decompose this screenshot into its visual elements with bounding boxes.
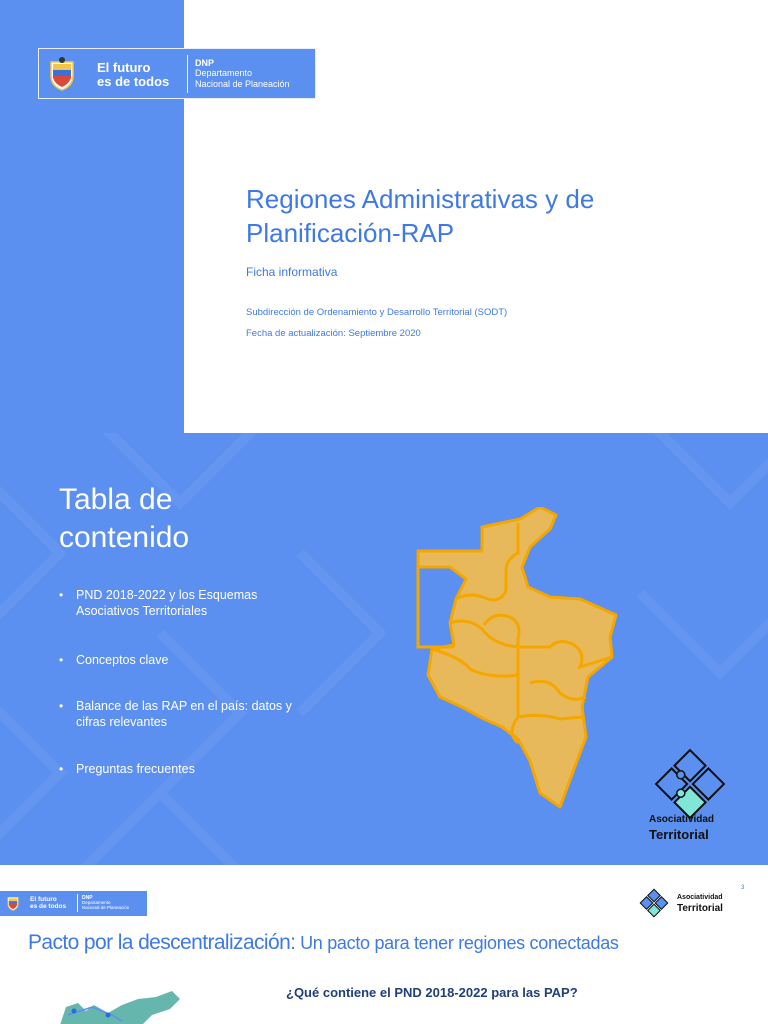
coat-of-arms-icon	[6, 894, 20, 912]
bullet: •	[59, 653, 64, 667]
bullet: •	[59, 588, 64, 602]
toc-item[interactable]	[59, 761, 316, 777]
slide-pacto-descentralizacion	[0, 865, 768, 1024]
logo-slogan: El futuro es de todos	[30, 896, 67, 910]
heading-main: Pacto por la descentralización:	[28, 931, 296, 954]
coat-of-arms-icon	[47, 56, 77, 92]
logo-divider	[187, 55, 188, 93]
toc-item-label: PND 2018-2022 y los Esquemas Asociativos Territoriales	[76, 588, 258, 618]
cover-subtitle: Ficha informativa	[246, 265, 338, 279]
cover-title: Regiones Administrativas y de Planificación-RAP	[246, 184, 595, 248]
logo-dnp-code: DNP	[195, 58, 215, 68]
government-logo-small	[0, 891, 147, 916]
toc-title: Tabla de contenido	[59, 483, 190, 554]
pnd-question: ¿Qué contiene el PND 2018-2022 para las PAP?	[286, 985, 578, 1000]
toc-item[interactable]	[59, 652, 316, 668]
regional-map-thumbnail	[52, 985, 182, 1024]
heading-subtitle: Un pacto para tener regiones conectadas	[295, 933, 619, 953]
toc-item-label: Conceptos clave	[76, 653, 169, 667]
logo-dnp-name: Departamento Nacional de Planeación	[195, 68, 290, 89]
logo-dnp-name: Departamento Nacional de Planeación	[82, 900, 130, 910]
brand-line1: Asociatividad	[649, 814, 715, 825]
government-logo	[38, 48, 316, 99]
asociatividad-territorial-icon	[636, 888, 672, 918]
cover-department: Subdirección de Ordenamiento y Desarrollo Territorial (SODT)	[246, 307, 508, 318]
section-heading	[28, 931, 619, 955]
brand-line1: Asociatividad	[677, 894, 723, 901]
logo-divider	[77, 894, 78, 912]
page-number: 3	[741, 885, 745, 891]
brand-line2: Territorial	[649, 827, 709, 842]
brand-line2: Territorial	[677, 903, 723, 914]
bullet: •	[59, 699, 64, 713]
toc-item-label: Preguntas frecuentes	[76, 762, 195, 776]
cover-update-date: Fecha de actualización: Septiembre 2020	[246, 328, 421, 339]
logo-slogan: El futuro es de todos	[97, 60, 170, 89]
slide-table-of-contents	[0, 433, 768, 865]
toc-item[interactable]	[59, 698, 316, 730]
toc-item[interactable]	[59, 587, 316, 619]
logo-dnp-code: DNP	[82, 895, 93, 901]
bullet: •	[59, 762, 64, 776]
slide-cover	[0, 0, 768, 433]
colombia-puzzle-map-illustration	[410, 507, 630, 817]
toc-item-label: Balance de las RAP en el país: datos y cifras relevantes	[76, 699, 292, 729]
